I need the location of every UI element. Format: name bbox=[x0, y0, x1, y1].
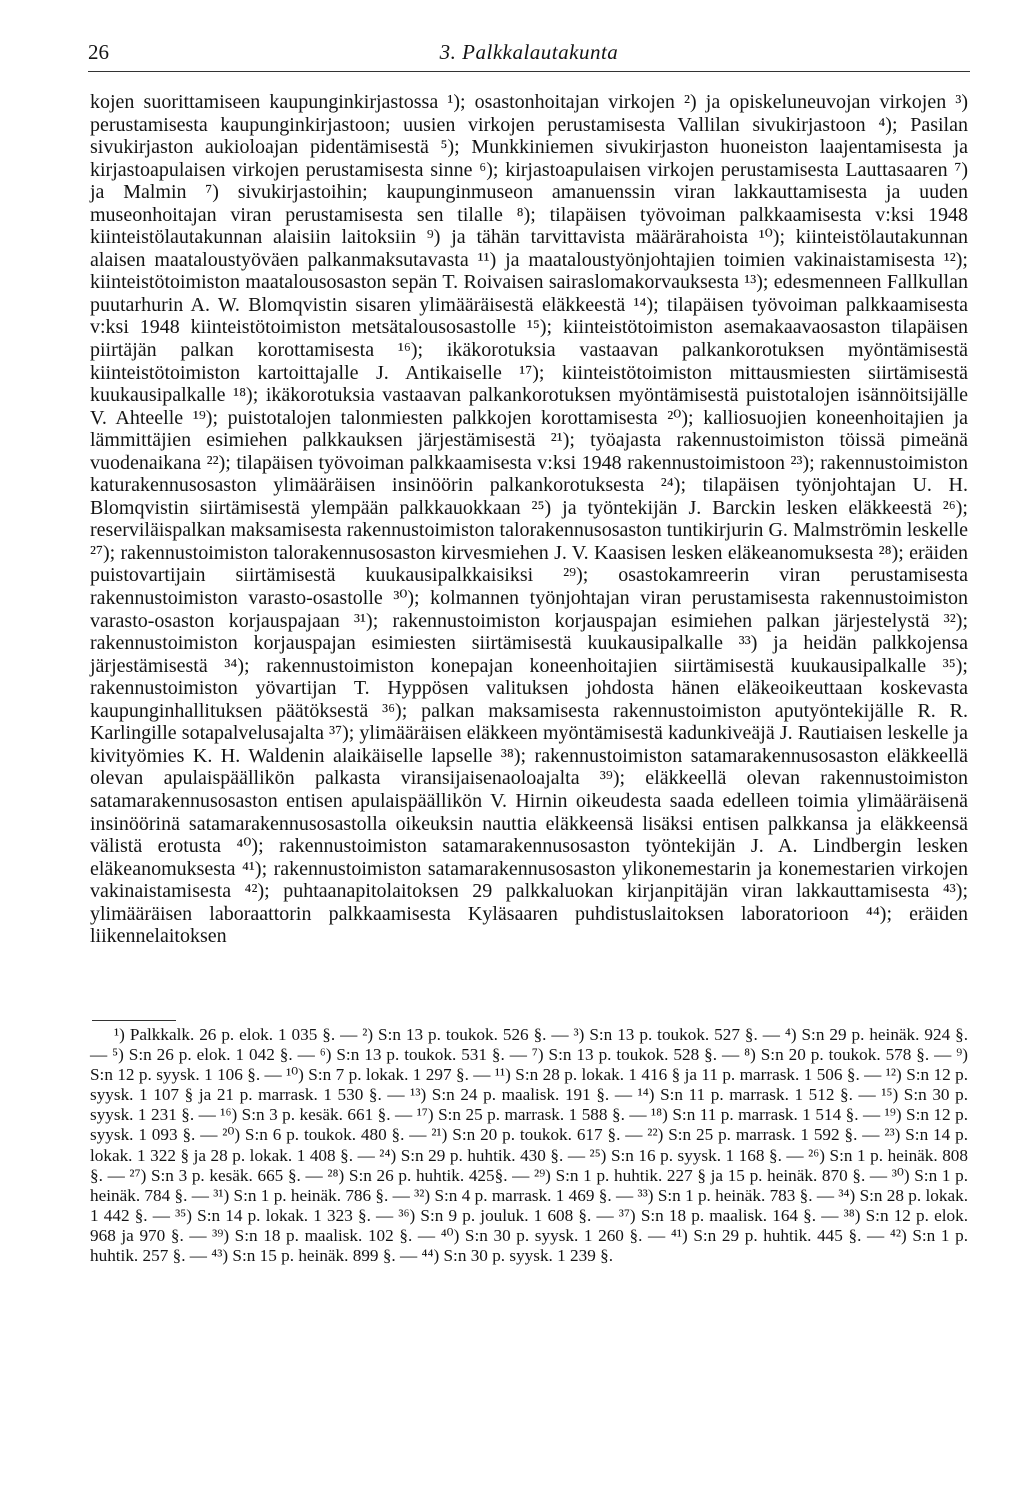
footnote-separator bbox=[92, 1020, 176, 1021]
header-rule bbox=[88, 71, 970, 72]
page-header bbox=[88, 40, 970, 72]
body-paragraph: kojen suorittamiseen kaupunginkirjastossa ¹); osastonhoitajan virkojen ²) ja opiskeluneuvojan virkojen ³) perustamisesta kaupunginkirjastoon; uusien virkojen perustamisesta Vallilan sivukirjastoon ⁴); Pasilan sivukirjaston aukioloajan pidentämisestä ⁵); Munkkiniemen sivukirjaston huoneiston laajentamisesta ja kirjastoapulaisen virkojen perustamisesta sinne ⁶); kirjastoapulaisen virkojen perustamisesta Lauttasaaren ⁷) ja Malmin ⁷) sivukirjastoihin; kaupunginmuseon amanuenssin viran lakkauttamisesta ja uuden museonhoitajan viran perustamisesta sen tilalle ⁸); tilapäisen työvoiman palkkaamisesta v:ksi 1948 kiinteistölautakunnan alaisiin laitoksiin ⁹) ja tähän tarvittavista määrärahoista ¹⁰); kiinteistölautakunnan alaisen maataloustyöväen palkanmaksutavasta ¹¹) ja maataloustyönjohtajien toimien vakinaistamisesta ¹²); kiinteistötoimiston maatalousosaston sepän T. Roivaisen sairaslomakorvauksesta ¹³); edesmenneen Fallkullan puutarhurin A. W. Blomqvistin sisaren ylimääräisestä eläkkeestä ¹⁴); tilapäisen työvoiman palkkaamisesta v:ksi 1948 kiinteistötoimiston metsätalousosastolle ¹⁵); kiinteistötoimiston asemakaavaosaston tilapäisen piirtäjän palkan korottamisesta ¹⁶); ikäkorotuksia vastaavan palkankorotuksen myöntämisestä kiinteistötoimiston kartoittajalle J. Antikaiselle ¹⁷); kiinteistötoimiston mittausmiesten siirtämisestä kuukausipalkalle ¹⁸); ikäkorotuksia vastaavan palkankorotuksen myöntämisestä puistotalojen isännöitsijälle V. Ahteelle ¹⁹); puistotalojen talonmiesten palkkojen korottamisesta ²⁰); kalliosuojien koneenhoitajien ja lämmittäjien esimiehen palkkauksen järjestämisestä ²¹); työajasta rakennustoimiston töissä pimeänä vuodenaikana ²²); tilapäisen työvoiman palkkaamisesta v:ksi 1948 rakennustoimistoon ²³); rakennustoimiston katurakennusosaston ylimääräisen insinöörin palkankorotuksesta ²⁴); tilapäisen työnjohtajan U. H. Blomqvistin siirtämisestä ylempään palkkauokkaan ²⁵) ja työntekijän J. Barckin lesken eläkkeestä ²⁶); reserviläispalkan maksamisesta rakennustoimiston talorakennusosaston tuntikirjurin G. Malmströmin leskelle ²⁷); rakennustoimiston talorakennusosaston kirvesmiehen J. V. Kaasisen lesken eläkeanomuksesta ²⁸); eräiden puistovartijain siirtämisestä kuukausipalkkaisiksi ²⁹); osastokamreerin viran perustamisesta rakennustoimiston varasto-osastolle ³⁰); kolmannen työnjohtajan viran perustamisesta rakennustoimiston varasto-osaston korjauspajaan ³¹); rakennustoimiston korjauspajan esimiehen palkan järjestelystä ³²); rakennustoimiston korjauspajan esimiesten siirtämisestä kuukausipalkalle ³³) ja heidän palkkojensa järjestämisestä ³⁴); rakennustoimiston konepajan koneenhoitajien siirtämisestä kuukausipalkalle ³⁵); rakennustoimiston yövartijan T. Hyppösen valituksen johdosta hänen eläkeoikeuttaan koskevasta kaupunginhallituksen päätöksestä ³⁶); palkan maksamisesta rakennustoimiston aputyöntekijälle R. R. Karlingille sotapalvelusajalta ³⁷); ylimääräisen eläkkeen myöntämisestä kadunkiveäjä J. Rautiaisen leskelle ja kivityömies K. H. Waldenin alaikäiselle lapselle ³⁸); rakennustoimiston satamarakennusosaston eläkkeellä olevan apulaispäällikön palkasta viransijaisenaoloajalta ³⁹); eläkkeellä olevan rakennustoimiston satamarakennusosaston entisen apulaispäällikön V. Hirnin oikeudesta saada edelleen toimia ylimääräisenä insinöörinä satamarakennusosastolla oikeuksin nauttia eläkkeensä lisäksi entisen palkkansa ja eläkkeensä välistä erotusta ⁴⁰); rakennustoimiston satamarakennusosaston työntekijän J. A. Lindbergin lesken eläkeanomuksesta ⁴¹); rakennustoimiston satamarakennusosaston ylikonemestarin ja konemestarien virkojen vakinaistamisesta ⁴²); puhtaanapitolaitoksen 29 palkkaluokan kirjanpitäjän viran lakkauttamisesta ⁴³); ylimääräisen laboraattorin palkkaamisesta Kyläsaaren puhdistuslaitoksen laboratorioon ⁴⁴); eräiden liikennelaitoksen bbox=[90, 91, 968, 948]
page-number: 26 bbox=[88, 40, 109, 64]
footnotes bbox=[90, 1025, 968, 1266]
footnote-text: ¹) Palkkalk. 26 p. elok. 1 035 §. — ²) S:n 13 p. toukok. 526 §. — ³) S:n 13 p. toukok. 527 §. — ⁴) S:n 29 p. heinäk. 924 §. — ⁵) S:n 26 p. elok. 1 042 §. — ⁶) S:n 13 p. toukok. 531 §. — ⁷) S:n 13 p. toukok. 528 §. — ⁸) S:n 20 p. toukok. 578 §. — ⁹) S:n 12 p. syysk. 1 106 §. — ¹⁰) S:n 7 p. lokak. 1 297 §. — ¹¹) S:n 28 p. lokak. 1 416 § ja 11 p. marrask. 1 506 §. — ¹²) S:n 12 p. syysk. 1 107 § ja 21 p. marrask. 1 530 §. — ¹³) S:n 24 p. maalisk. 191 §. — ¹⁴) S:n 11 p. marrask. 1 512 §. — ¹⁵) S:n 30 p. syysk. 1 231 §. — ¹⁶) S:n 3 p. kesäk. 661 §. — ¹⁷) S:n 25 p. marrask. 1 588 §. — ¹⁸) S:n 11 p. marrask. 1 514 §. — ¹⁹) S:n 12 p. syysk. 1 093 §. — ²⁰) S:n 6 p. toukok. 480 §. — ²¹) S:n 20 p. toukok. 617 §. — ²²) S:n 25 p. marrask. 1 592 §. — ²³) S:n 14 p. lokak. 1 322 § ja 28 p. lokak. 1 408 §. — ²⁴) S:n 29 p. huhtik. 430 §. — ²⁵) S:n 16 p. syysk. 1 168 §. — ²⁶) S:n 1 p. heinäk. 808 §. — ²⁷) S:n 3 p. kesäk. 665 §. — ²⁸) S:n 26 p. huhtik. 425§. — ²⁹) S:n 1 p. huhtik. 227 § ja 15 p. heinäk. 870 §. — ³⁰) S:n 1 p. heinäk. 784 §. — ³¹) S:n 1 p. heinäk. 786 §. — ³²) S:n 4 p. marrask. 1 469 §. — ³³) S:n 1 p. heinäk. 783 §. — ³⁴) S:n 28 p. lokak. 1 442 §. — ³⁵) S:n 14 p. lokak. 1 323 §. — ³⁶) S:n 9 p. jouluk. 1 608 §. — ³⁷) S:n 18 p. maalisk. 164 §. — ³⁸) S:n 12 p. elok. 968 ja 970 §. — ³⁹) S:n 18 p. maalisk. 102 §. — ⁴⁰) S:n 30 p. syysk. 1 260 §. — ⁴¹) S:n 29 p. huhtik. 445 §. — ⁴²) S:n 1 p. huhtik. 257 §. — ⁴³) S:n 15 p. heinäk. 899 §. — ⁴⁴) S:n 30 p. syysk. 1 239 §. bbox=[90, 1025, 968, 1266]
running-title: 3. Palkkalautakunta bbox=[439, 40, 619, 64]
